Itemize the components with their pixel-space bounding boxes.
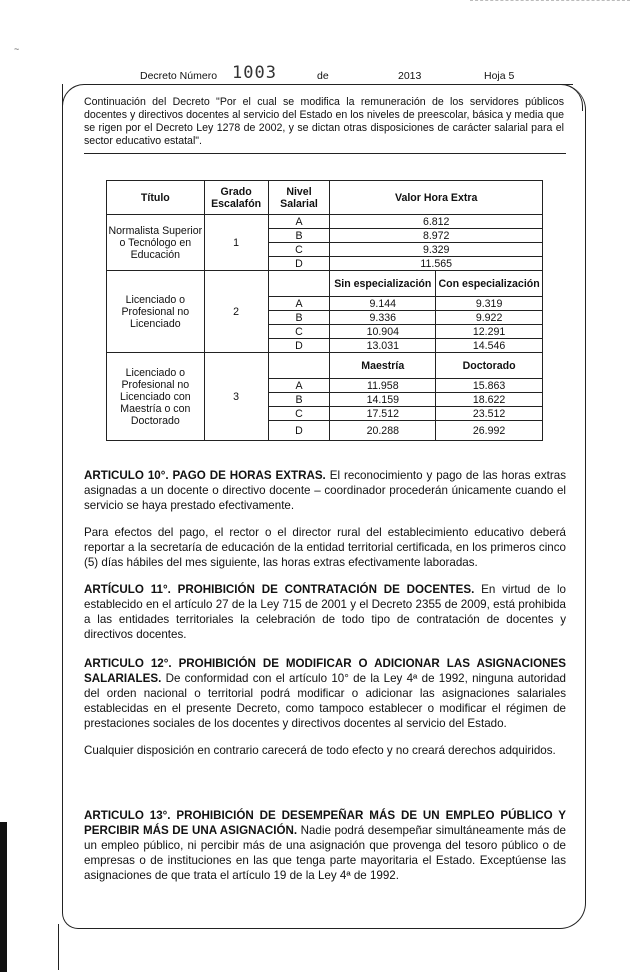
table-cell: D xyxy=(268,257,330,271)
article-13-title: ARTICULO 13°. PROHIBICIÓN DE DESEMPEÑAR MÁS DE UN EMPLEO PÚBLICO Y PERCIBIR MÁS DE UNA ASIGNACIÓN. xyxy=(84,809,566,837)
table-cell xyxy=(268,353,330,379)
subheader-con-especializacion: Con especialización xyxy=(436,271,543,297)
page-label: Hoja 5 xyxy=(484,70,515,82)
table-cell: 26.992 xyxy=(436,421,543,441)
intro-divider xyxy=(84,153,566,154)
table-cell: B xyxy=(268,311,330,325)
table-cell: 18.622 xyxy=(436,393,543,407)
article-11 xyxy=(84,582,566,642)
table-cell: 20.288 xyxy=(330,421,436,441)
article-12-title: ARTICULO 12°. PROHIBICIÓN DE MODIFICAR O ADICIONAR LAS ASIGNACIONES SALARIALES. xyxy=(84,657,566,685)
table-cell: 10.904 xyxy=(330,325,436,339)
article-12-paragraph-1: De conformidad con el artículo 10° de la Ley 4ª de 1992, ninguna autoridad del orden nacional o territorial podrá modificar o adicionar las asignaciones salariales establecidas en el presente Decreto, como tampoco establecer o modificar el régimen de prestaciones sociales de los docentes y directivos docentes al servicio del Estado. xyxy=(84,672,566,730)
group2-titulo: Licenciado o Profesional no Licenciado xyxy=(107,271,205,353)
table-cell: 8.972 xyxy=(330,229,543,243)
corner-mark: ~ xyxy=(14,44,20,54)
table-cell xyxy=(268,271,330,297)
table-cell: B xyxy=(268,393,330,407)
table-cell: D xyxy=(268,339,330,353)
group2-grado: 2 xyxy=(204,271,268,353)
group1-grado: 1 xyxy=(204,215,268,271)
table-cell: C xyxy=(268,407,330,421)
table-cell: 14.546 xyxy=(436,339,543,353)
table-cell: 9.329 xyxy=(330,243,543,257)
table-cell: A xyxy=(268,379,330,393)
frame-hook xyxy=(58,924,69,970)
group3-titulo: Licenciado o Profesional no Licenciado con Maestría o con Doctorado xyxy=(107,353,205,441)
table-cell: 11.958 xyxy=(330,379,436,393)
table-cell: D xyxy=(268,421,330,441)
article-10 xyxy=(84,468,566,570)
table-cell: 9.336 xyxy=(330,311,436,325)
subheader-sin-especializacion: Sin especialización xyxy=(330,271,436,297)
article-10-title: ARTICULO 10°. PAGO DE HORAS EXTRAS. xyxy=(84,469,326,482)
table-cell: C xyxy=(268,243,330,257)
table-cell: 9.319 xyxy=(436,297,543,311)
article-10-paragraph-1: El reconocimiento y pago de las horas extras asignadas a un docente o directivo docente – coordinador procederán únicamente cuando el servicio se haya prestado efectivamente. xyxy=(84,469,566,512)
table-cell: A xyxy=(268,215,330,229)
table-cell: 17.512 xyxy=(330,407,436,421)
decreto-number: 1003 xyxy=(232,63,277,83)
group3-grado: 3 xyxy=(204,353,268,441)
intro-paragraph: Continuación del Decreto "Por el cual se modifica la remuneración de los servidores públicos docentes y directivos docentes al servicio del Estado en los niveles de preescolar, básica y media que se rigen por el Decreto Ley 1278 de 2002, y se dictan otras disposiciones de carácter salarial para el sector educativo estatal". xyxy=(84,96,564,147)
header-valor: Valor Hora Extra xyxy=(330,181,543,215)
table-cell: B xyxy=(268,229,330,243)
article-10-paragraph-2: Para efectos del pago, el rector o el director rural del establecimiento educativo deberá reportar a la secretaría de educación de la entidad territorial certificada, en los primeros cinco (5) días hábiles del mes siguiente, las horas extras efectivamente laboradas. xyxy=(84,526,566,569)
table-cell: 9.922 xyxy=(436,311,543,325)
table-cell: A xyxy=(268,297,330,311)
table-cell: 11.565 xyxy=(330,257,543,271)
article-11-title: ARTÍCULO 11°. PROHIBICIÓN DE CONTRATACIÓN DE DOCENTES. xyxy=(84,583,475,596)
overtime-value-table xyxy=(106,180,543,441)
top-dashed-line xyxy=(470,0,630,1)
year: 2013 xyxy=(398,70,422,82)
article-12-paragraph-2: Cualquier disposición en contrario carecerá de todo efecto y no creará derechos adquiridos. xyxy=(84,744,556,757)
subheader-doctorado: Doctorado xyxy=(436,353,543,379)
header-titulo: Título xyxy=(107,181,205,215)
table-cell: 15.863 xyxy=(436,379,543,393)
article-12 xyxy=(84,656,566,758)
table-cell: 14.159 xyxy=(330,393,436,407)
table-cell: 23.512 xyxy=(436,407,543,421)
scan-edge-bar xyxy=(0,822,7,972)
de-label: de xyxy=(317,70,329,82)
header-grado: Grado Escalafón xyxy=(204,181,268,215)
article-13 xyxy=(84,808,566,883)
subheader-maestria: Maestría xyxy=(330,353,436,379)
table-cell: 6.812 xyxy=(330,215,543,229)
group1-titulo: Normalista Superior o Tecnólogo en Educación xyxy=(107,215,205,271)
header-nivel: Nivel Salarial xyxy=(268,181,330,215)
table-cell: C xyxy=(268,325,330,339)
table-cell: 13.031 xyxy=(330,339,436,353)
table-cell: 12.291 xyxy=(436,325,543,339)
table-cell: 9.144 xyxy=(330,297,436,311)
article-13-paragraph-1: Nadie podrá desempeñar simultáneamente más de un empleo público, ni percibir más de una asignación que provenga del tesoro público o de empresas o de instituciones en las que tenga parte mayoritaria el Estado. Exceptúense las asignaciones de que trata el artículo 19 de la Ley 4ª de 1992. xyxy=(84,824,566,882)
article-11-paragraph-1: En virtud de lo establecido en el artículo 27 de la Ley 715 de 2001 y el Decreto 2355 de 2009, está prohibida a las entidades territoriales la celebración de todo tipo de contratación de docentes y directivos docentes. xyxy=(84,583,566,641)
decreto-label: Decreto Número xyxy=(140,70,218,82)
